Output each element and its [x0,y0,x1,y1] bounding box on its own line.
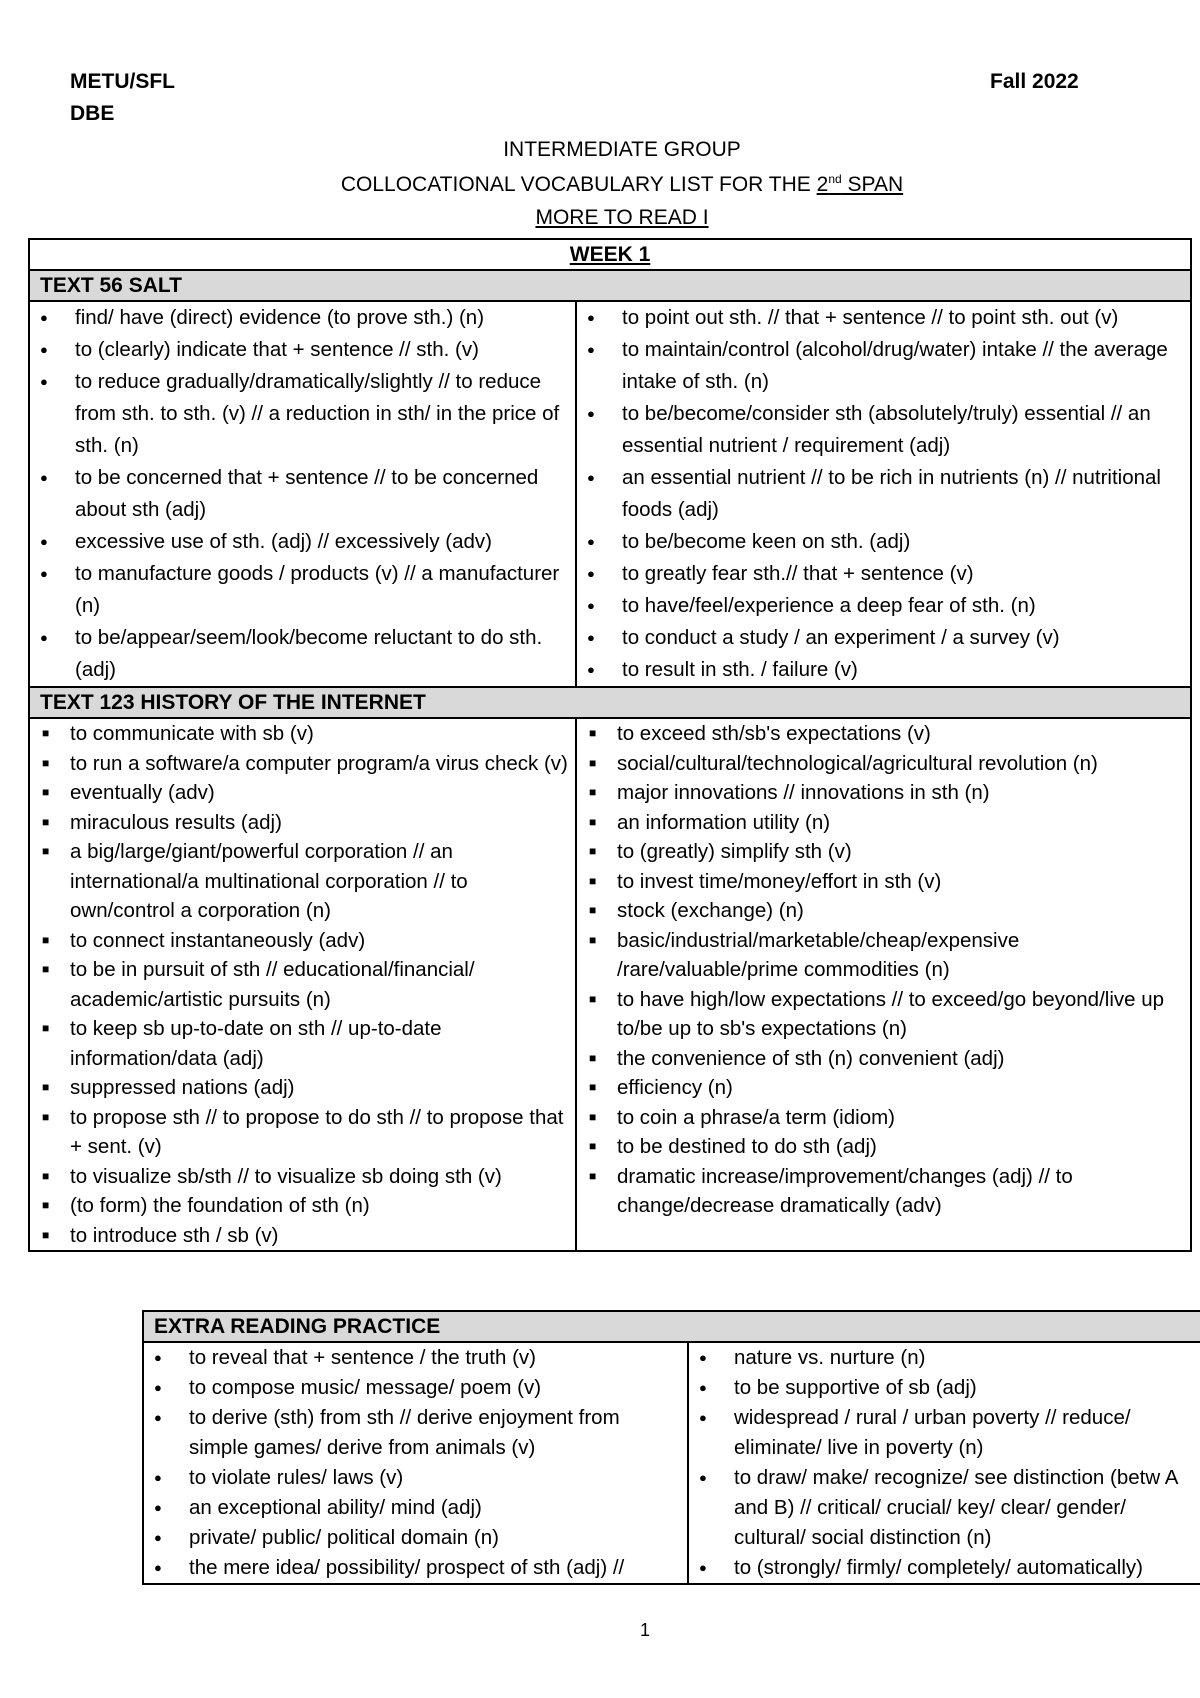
group-title: INTERMEDIATE GROUP [503,138,741,161]
text56-right-list [577,302,1190,686]
list-item: ● to be/appear/seem/look/become reluctant to do sth. (adj) [30,622,575,686]
list-item: ● to violate rules/ laws (v) [144,1463,687,1493]
list-item: ■ (to form) the foundation of sth (n) [30,1191,575,1221]
text56-left-list [30,302,575,686]
section-heading-extra: EXTRA READING PRACTICE [143,1311,1200,1342]
list-item: ■ to exceed sth/sb's expectations (v) [577,719,1190,749]
text123-left-list [30,719,575,1250]
list-item: ● to draw/ make/ recognize/ see distinction (betw A and B) // critical/ crucial/ key/ clear/ gender/ cultural/ social distinction (n) [689,1463,1200,1553]
list-item: ■ basic/industrial/marketable/cheap/expensive /rare/valuable/prime commodities (n) [577,926,1190,985]
dept-name: DBE [70,102,115,125]
span-label [817,173,904,196]
week-label: WEEK 1 [569,243,651,266]
list-item: ● nature vs. nurture (n) [689,1343,1200,1373]
list-item: ● to be concerned that + sentence // to be concerned about sth (adj) [30,462,575,526]
extra-left-list [144,1343,687,1583]
list-item: ● to manufacture goods / products (v) // a manufacturer (n) [30,558,575,622]
list-item: ■ suppressed nations (adj) [30,1073,575,1103]
list-item: ● to reveal that + sentence / the truth (v) [144,1343,687,1373]
list-item: ■ to (greatly) simplify sth (v) [577,837,1190,867]
list-item: ● private/ public/ political domain (n) [144,1523,687,1553]
extra-left-column [143,1342,688,1584]
list-item: ■ eventually (adv) [30,778,575,808]
list-item: ■ an information utility (n) [577,808,1190,838]
list-item: ● to conduct a study / an experiment / a survey (v) [577,622,1190,654]
list-item: ● to be/become/consider sth (absolutely/truly) essential // an essential nutrient / requirement (adj) [577,398,1190,462]
list-item: ● to (clearly) indicate that + sentence // sth. (v) [30,334,575,366]
list-item: ■ dramatic increase/improvement/changes (adj) // to change/decrease dramatically (adv) [577,1162,1190,1221]
list-item: ● to (strongly/ firmly/ completely/ automatically) [689,1553,1200,1583]
list-item: ● to maintain/control (alcohol/drug/water) intake // the average intake of sth. (n) [577,334,1190,398]
span-word: SPAN [841,173,904,196]
text123-left-column [29,718,576,1251]
list-item: ● to point out sth. // that + sentence // to point sth. out (v) [577,302,1190,334]
term-label: Fall 2022 [990,70,1079,93]
list-item: ● the mere idea/ possibility/ prospect of sth (adj) // [144,1553,687,1583]
list-item: ■ to have high/low expectations // to exceed/go beyond/live up to/be up to sb's expectations (n) [577,985,1190,1044]
book-title: MORE TO READ I [535,206,709,229]
extra-reading-table [142,1310,1200,1585]
list-item: ■ to coin a phrase/a term (idiom) [577,1103,1190,1133]
list-item: ● find/ have (direct) evidence (to prove sth.) (n) [30,302,575,334]
list-item: ■ to keep sb up-to-date on sth // up-to-date information/data (adj) [30,1014,575,1073]
list-item: ■ to run a software/a computer program/a virus check (v) [30,749,575,779]
list-item: ● an exceptional ability/ mind (adj) [144,1493,687,1523]
list-item: ● widespread / rural / urban poverty // reduce/ eliminate/ live in poverty (n) [689,1403,1200,1463]
list-item: ■ social/cultural/technological/agricultural revolution (n) [577,749,1190,779]
page-number: 1 [639,1620,650,1640]
list-item: ■ to be in pursuit of sth // educational/financial/ academic/artistic pursuits (n) [30,955,575,1014]
list-item: ■ the convenience of sth (n) convenient (adj) [577,1044,1190,1074]
list-item: ■ major innovations // innovations in sth (n) [577,778,1190,808]
text56-right-column [576,301,1191,687]
section-heading-text123: TEXT 123 HISTORY OF THE INTERNET [29,687,1191,718]
list-item: ● to have/feel/experience a deep fear of sth. (n) [577,590,1190,622]
list-item: ● to result in sth. / failure (v) [577,654,1190,686]
text56-left-column [29,301,576,687]
span-ordinal: nd [828,172,842,186]
list-item: ■ to propose sth // to propose to do sth // to propose that + sent. (v) [30,1103,575,1162]
list-item: ● to compose music/ message/ poem (v) [144,1373,687,1403]
list-item: ● to derive (sth) from sth // derive enjoyment from simple games/ derive from animals (v) [144,1403,687,1463]
extra-right-list [689,1343,1200,1583]
list-item: ■ stock (exchange) (n) [577,896,1190,926]
list-title-text: COLLOCATIONAL VOCABULARY LIST FOR THE [340,173,817,196]
list-item: ■ to connect instantaneously (adv) [30,926,575,956]
text123-right-column [576,718,1191,1251]
org-name: METU/SFL [70,70,175,93]
list-item: ■ to communicate with sb (v) [30,719,575,749]
list-item: ■ to introduce sth / sb (v) [30,1221,575,1251]
list-item: ● to greatly fear sth.// that + sentence (v) [577,558,1190,590]
list-item: ■ to invest time/money/effort in sth (v) [577,867,1190,897]
list-title [0,172,1200,197]
list-item: ■ a big/large/giant/powerful corporation // an international/a multinational corporation // to own/control a corporation (n) [30,837,575,926]
week-heading [29,239,1191,270]
list-item: ■ miraculous results (adj) [30,808,575,838]
text123-right-list [577,719,1190,1221]
list-item: ■ to be destined to do sth (adj) [577,1132,1190,1162]
list-item: ● excessive use of sth. (adj) // excessively (adv) [30,526,575,558]
section-heading-text56: TEXT 56 SALT [29,270,1191,301]
vocabulary-table [28,238,1192,1252]
list-item: ● to reduce gradually/dramatically/slightly // to reduce from sth. to sth. (v) // a reduction in sth/ in the price of sth. (n) [30,366,575,462]
list-item: ● to be supportive of sb (adj) [689,1373,1200,1403]
extra-right-column [688,1342,1200,1584]
span-number: 2 [816,173,829,196]
list-item: ■ to visualize sb/sth // to visualize sb doing sth (v) [30,1162,575,1192]
list-item: ■ efficiency (n) [577,1073,1190,1103]
list-item: ● to be/become keen on sth. (adj) [577,526,1190,558]
list-item: ● an essential nutrient // to be rich in nutrients (n) // nutritional foods (adj) [577,462,1190,526]
